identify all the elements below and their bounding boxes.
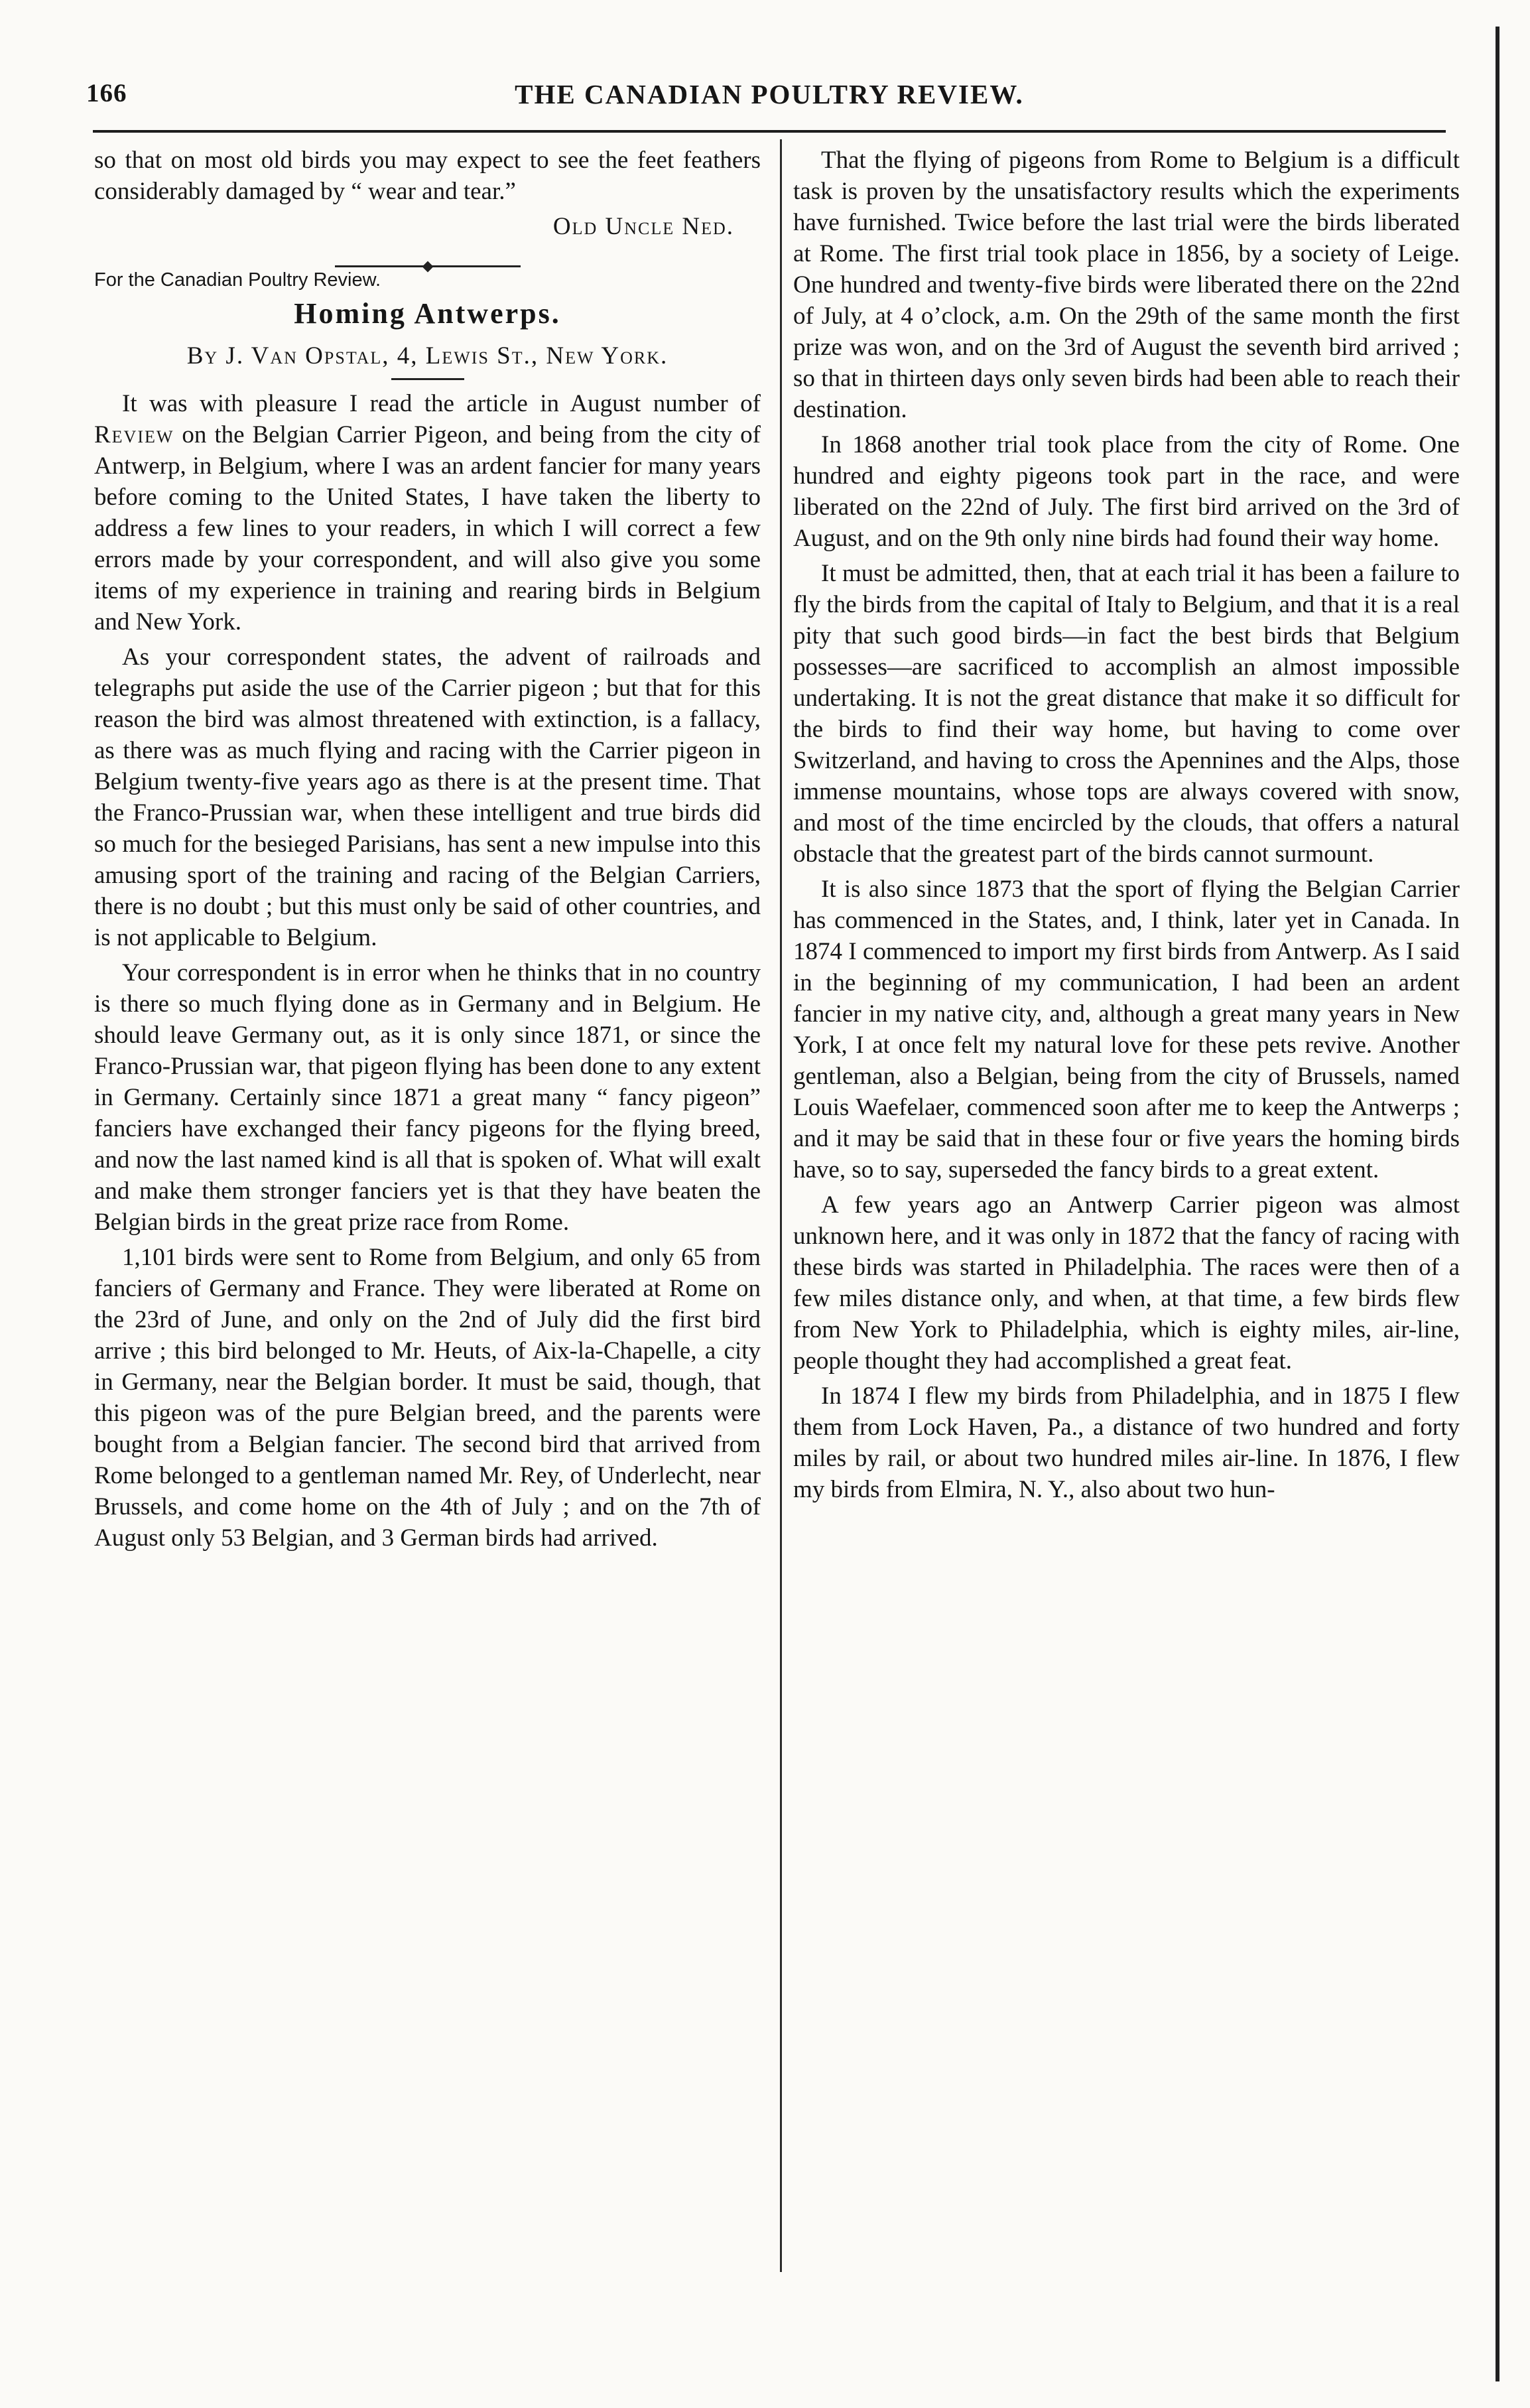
signature: Old Uncle Ned. — [552, 213, 734, 240]
running-title: THE CANADIAN POULTRY REVIEW. — [515, 79, 1024, 109]
header-rule — [93, 130, 1446, 133]
review-small-caps: Review — [94, 421, 174, 448]
page-border-rule — [1496, 27, 1499, 2381]
page-header — [86, 78, 1452, 125]
byline-rule — [391, 378, 464, 380]
article-paragraph: It must be admitted, then, that at each trial it has been a failure to fly the birds from the capital of Italy to Belgium, and that it is a real pity that such good birds—in fact the best birds that Belgium possesses—are sacrificed to accomplish an almost impossible undertaking. It is not the great distance that make it so difficult for the birds to find their way home, but having to come over Switzerland, and having to cross the Apennines and the Alps, those immense mountains, whose tops are always covered with snow, and most of the time encircled by the clouds, that offers a natural obstacle that the greatest part of the birds cannot surmount. — [793, 560, 1460, 868]
article-paragraph: Your correspondent is in error when he thinks that in no country is there so much flying done as in Germany and in Belgium. He should leave Germany out, as it is only since 1871, or since the Franco-Prussian war, that pigeon flying has been done to any extent in Germany. Certainly since 1871 a great many “ fancy pigeon” fanciers have exchanged their fancy pigeons for the flying breed, and now the last named kind is all that is spoken of. What will exalt and make them stronger fanciers yet is that they have beaten the Belgian birds in the great prize race from Rome. — [94, 959, 761, 1236]
page-number: 166 — [86, 79, 127, 107]
article-title: Homing Antwerps. — [294, 297, 561, 330]
article-paragraph: That the flying of pigeons from Rome to Belgium is a difficult task is proven by the unsatisfactory results which the experiments have furnished. Twice before the last trial were the birds liberated at Rome. The first trial took place in 1856, by a society of Leige. One hundred and twenty-five birds were liberated there on the 22nd of July, at 4 o’clock, a.m. On the 29th of the same month the first prize was won, and on the 3rd of August the seventh bird arrived ; so that in thirteen days only seven birds had been able to reach their destination. — [793, 147, 1460, 423]
article-paragraph — [94, 388, 761, 637]
article-paragraph: 1,101 birds were sent to Rome from Belgium, and only 65 from fanciers of Germany and France. They were liberated at Rome on the 23rd of June, and only on the 2nd of July did the first bird arrive ; this bird belonged to Mr. Heuts, of Aix-la-Chapelle, a city in Germany, near the Belgian border. It must be said, though, that this pigeon was of the pure Belgian breed, and the parents were bought from a Belgian fancier. The second bird that arrived from Rome belonged to a gentleman named Mr. Rey, of Underlecht, near Brussels, and come home on the 4th of July ; and on the 7th of August only 53 Belgian, and 3 German birds had arrived. — [94, 1244, 761, 1552]
article-paragraph: A few years ago an Antwerp Carrier pigeon was almost unknown here, and it was only in 1872 that the fancy of racing with these birds was started in Philadelphia. The races were then of a few miles distance only, and when, at that time, a few birds flew from New York to Philadelphia, which is eighty miles, air-line, people thought they had accomplished a great feat. — [793, 1191, 1460, 1374]
byline: By J. Van Opstal, 4, Lewis St., New York. — [186, 342, 669, 369]
left-column — [94, 145, 761, 1558]
article-paragraph: As your correspondent states, the advent of railroads and telegraphs put aside the use of the Carrier pigeon ; but that for this reason the bird was almost threatened with extinction, is a fallacy, as there was as much flying and racing with the Carrier pigeon in Belgium twenty-five years ago as there is at the present time. That the Franco-Prussian war, when these intelligent and true birds did so much for the besieged Parisians, has sent a new impulse into this amusing sport of the training and racing of the Belgian Carriers, there is no doubt ; but this must only be said of other countries, and is not applicable to Belgium. — [94, 643, 761, 951]
source-line: For the Canadian Poultry Review. — [94, 269, 381, 291]
right-column — [793, 145, 1460, 1509]
article-paragraph: It is also since 1873 that the sport of flying the Belgian Carrier has commenced in the States, and, I think, later yet in Canada. In 1874 I commenced to import my first birds from Antwerp. As I said in the beginning of my communication, I had been an ardent fancier in my native city, and, although a great many years in New York, I at once felt my natural love for these pets revive. Another gentleman, also a Belgian, being from the city of Brussels, named Louis Waefelaer, commenced soon after me to keep the Antwerps ; and it may be said that in these four or five years the homing birds have, so to say, superseded the fancy birds to a great extent. — [793, 876, 1460, 1183]
paragraph-text: It was with pleasure I read the article in August number of — [122, 390, 761, 417]
column-divider — [780, 139, 782, 2272]
article-paragraph: In 1874 I flew my birds from Philadelphia, and in 1875 I flew them from Lock Haven, Pa., a distance of two hundred and forty miles by rail, or about two hundred miles air-line. In 1876, I flew my birds from Elmira, N. Y., also about two hun- — [793, 1382, 1460, 1503]
section-ornament — [94, 249, 761, 262]
paragraph-text: on the Belgian Carrier Pigeon, and being from the city of Antwerp, in Belgium, where I was an ardent fancier for many years before coming to the United States, I have taken the liberty to address a few lines to your readers, in which I will correct a few errors made by your correspondent, and will also give you some items of my experience in training and rearing birds in Belgium and New York. — [94, 421, 761, 635]
article-paragraph: In 1868 another trial took place from the city of Rome. One hundred and eighty pigeons took part in the race, and were liberated on the 22nd of July. The first bird arrived on the 3rd of August, and on the 9th only nine birds had found their way home. — [793, 431, 1460, 552]
continued-paragraph: so that on most old birds you may expect to see the feet feathers considerably damaged by “ wear and tear.” — [94, 147, 761, 205]
